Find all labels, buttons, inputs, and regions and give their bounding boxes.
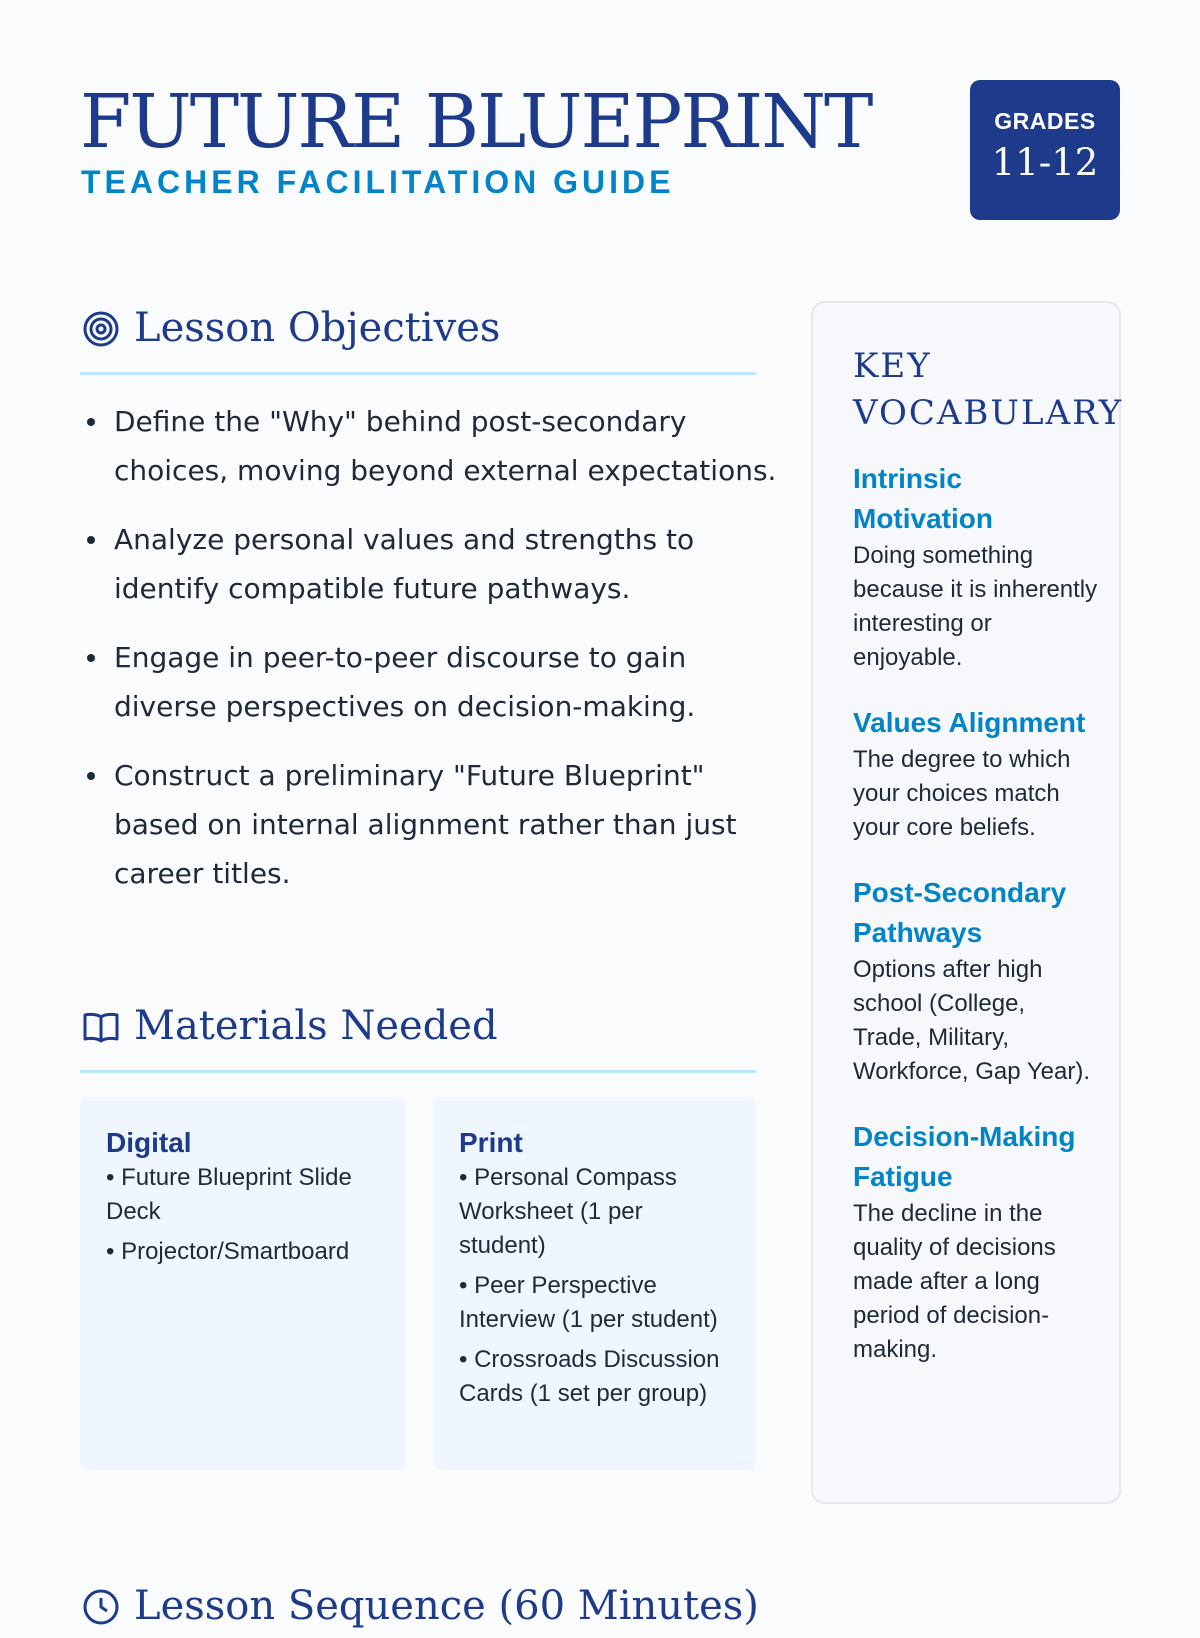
list-item: Engage in peer-to-peer discourse to gain diverse perspectives on decision-making. — [114, 633, 790, 731]
list-item: Define the "Why" behind post-secondary choices, moving beyond external expectations. — [114, 397, 790, 495]
vocab-entry — [853, 459, 1099, 675]
vocab-entry — [853, 1117, 1099, 1367]
list-item: • Projector/Smartboard — [106, 1238, 350, 1265]
objectives-heading — [80, 300, 756, 375]
vocab-term: Intrinsic Motivation — [853, 463, 993, 534]
materials-title: Materials Needed — [134, 1003, 498, 1049]
grades-value: 11-12 — [991, 141, 1099, 184]
vocab-term: Decision-Making Fatigue — [853, 1121, 1076, 1192]
vocabulary-heading: KEY VOCABULARY — [853, 346, 1124, 433]
digital-materials-card — [80, 1097, 405, 1470]
grades-badge — [970, 80, 1120, 220]
list-item: • Personal Compass Worksheet (1 per student) — [459, 1164, 677, 1259]
list-item: • Peer Perspective Interview (1 per student) — [459, 1272, 718, 1333]
objectives-list — [80, 397, 790, 918]
objectives-title: Lesson Objectives — [134, 305, 501, 351]
list-item: • Crossroads Discussion Cards (1 set per group) — [459, 1346, 720, 1407]
vocab-definition: Doing something because it is inherently interesting or enjoyable. — [853, 542, 1098, 671]
digital-heading: Digital — [106, 1127, 192, 1158]
vocab-definition: The degree to which your choices match your core beliefs. — [853, 746, 1071, 841]
lesson-sequence-title: Lesson Sequence (60 Minutes) — [134, 1583, 759, 1629]
list-item: Construct a preliminary "Future Blueprint" based on internal alignment rather than just career titles. — [114, 751, 790, 898]
list-item: Analyze personal values and strengths to identify compatible future pathways. — [114, 515, 790, 613]
lesson-sequence-heading — [80, 1578, 759, 1638]
list-item: • Future Blueprint Slide Deck — [106, 1164, 352, 1225]
vocab-entry — [853, 873, 1099, 1089]
vocab-term: Post-Secondary Pathways — [853, 877, 1067, 948]
key-vocabulary-panel — [811, 301, 1124, 1504]
page-subtitle: TEACHER FACILITATION GUIDE — [81, 164, 675, 200]
vocab-term: Values Alignment — [853, 707, 1086, 738]
vocab-definition: The decline in the quality of decisions made after a long period of decision-making. — [853, 1200, 1056, 1363]
book-open-icon — [82, 1008, 120, 1046]
vocab-entry — [853, 703, 1099, 845]
target-icon — [82, 310, 120, 348]
materials-heading — [80, 998, 756, 1073]
print-heading: Print — [459, 1127, 523, 1158]
grades-label: GRADES — [994, 108, 1096, 134]
clock-icon — [82, 1588, 120, 1626]
vocab-definition: Options after high school (College, Trade, Military, Workforce, Gap Year). — [853, 956, 1090, 1085]
page-title: FUTURE BLUEPRINT — [80, 79, 872, 165]
print-materials-card — [433, 1097, 756, 1470]
